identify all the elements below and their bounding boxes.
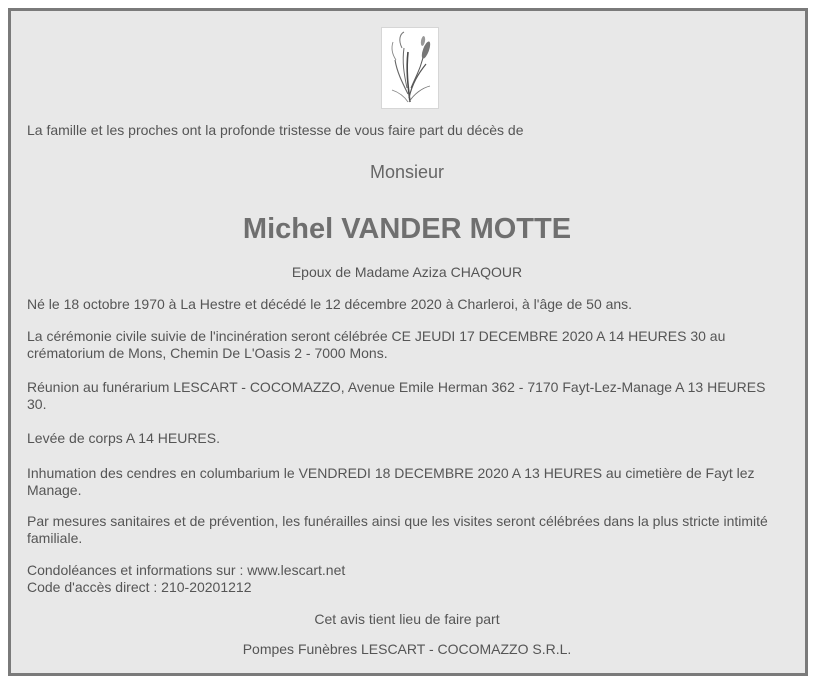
deceased-name: Michel VANDER MOTTE bbox=[242, 213, 572, 245]
ceremony-paragraph: La cérémonie civile suivie de l'incinération seront célébrée CE JEUDI 17 DECEMBRE 2020 A 14 HEURES 30 au crématorium de Mons, Chemin De L'Oasis 2 - 7000 Mons. bbox=[27, 328, 726, 361]
honorific: Monsieur bbox=[369, 162, 445, 182]
funeral-home-line: Pompes Funèbres LESCART - COCOMAZZO S.R.L. bbox=[242, 641, 572, 657]
inhumation-paragraph: Inhumation des cendres en columbarium le VENDREDI 18 DECEMBRE 2020 A 13 HEURES au cimetière de Fayt lez Manage. bbox=[27, 465, 755, 498]
obituary-notice bbox=[8, 8, 808, 676]
access-code-line: Code d'accès direct : 210-20201212 bbox=[27, 579, 252, 595]
reunion-paragraph: Réunion au funérarium LESCART - COCOMAZZO, Avenue Emile Herman 362 - 7170 Fayt-Lez-Manage A 13 HEURES 30. bbox=[27, 379, 766, 412]
spouse-line: Epoux de Madame Aziza CHAQOUR bbox=[291, 264, 523, 280]
levee-line: Levée de corps A 14 HEURES. bbox=[27, 430, 220, 446]
emblem-image bbox=[381, 27, 439, 109]
notice-line: Cet avis tient lieu de faire part bbox=[314, 611, 500, 627]
condolences-line: Condoléances et informations sur : www.lescart.net bbox=[27, 562, 346, 578]
sanitary-paragraph: Par mesures sanitaires et de prévention, les funérailles ainsi que les visites seront célébrées dans la plus stricte intimité familiale. bbox=[27, 513, 768, 546]
intro-text: La famille et les proches ont la profonde tristesse de vous faire part du décès de bbox=[27, 122, 524, 138]
birth-death-line: Né le 18 octobre 1970 à La Hestre et décédé le 12 décembre 2020 à Charleroi, à l'âge de 50 ans. bbox=[27, 296, 633, 312]
wheat-stalk-icon bbox=[382, 28, 438, 108]
